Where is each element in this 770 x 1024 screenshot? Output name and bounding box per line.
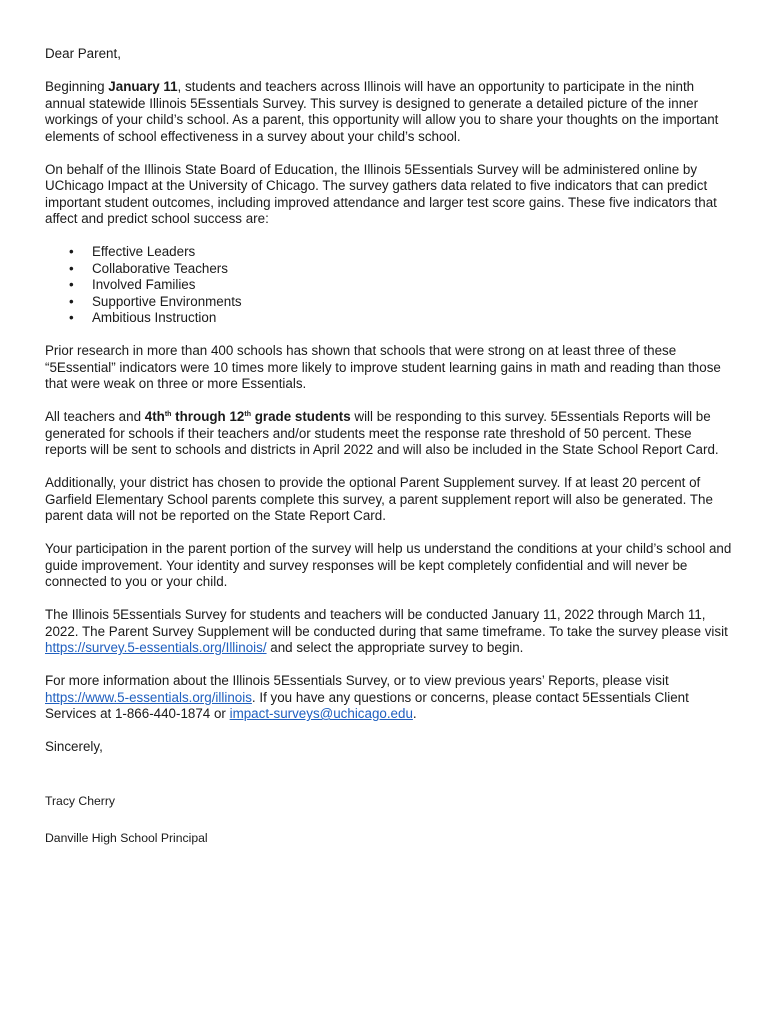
contact-text-post: .: [412, 706, 417, 721]
participants-text-pre: All teachers and: [45, 409, 145, 424]
paragraph-confidentiality: Your participation in the parent portion of the survey will help us understand the conditions at your child’s school and guide improvement. Your identity and survey responses will be kept completely confidential and will never be connected to you or your child.: [45, 541, 732, 589]
paragraph-administration: On behalf of the Illinois State Board of Education, the Illinois 5Essentials Survey will be administered online by UChicago Impact at the University of Chicago. The survey gathers data related to five indicators that can predict important student outcomes, including improved attendance and larger test score gains. These five indicators that affect and predict school success are:: [45, 161, 717, 226]
essentials-list: [45, 244, 735, 327]
paragraph-parent-supplement: Additionally, your district has chosen to provide the optional Parent Supplement survey. If at least 20 percent of Garfield Elementary School parents complete this survey, a parent supplement report will also be generated. The parent data will not be reported on the State Report Card.: [45, 475, 713, 523]
grade-through: through 12: [171, 409, 245, 424]
signature-title: Danville High School Principal: [45, 830, 208, 845]
email-link[interactable]: impact-surveys@uchicago.edu: [229, 706, 413, 721]
grade-4-suffix: th: [164, 411, 172, 418]
participants-text-post: will be responding to this survey. 5Essentials Reports will be generated for schools if their teachers and/or students meet the response rate threshold of 50 percent. These reports will be sent to schools and districts in April 2022 and will also be included in the State School Report Card.: [45, 409, 719, 457]
paragraph-contact: [45, 673, 735, 723]
schedule-text-pre: The Illinois 5Essentials Survey for students and teachers will be conducted January 11, 2022 through March 11, 2022. The Parent Survey Supplement will be conducted during that same timeframe. To take the survey please visit: [45, 607, 728, 639]
signature-name: Tracy Cherry: [45, 793, 115, 808]
grade-12-suffix: th: [244, 411, 251, 418]
letter-body: [45, 46, 735, 846]
contact-text-mid: . If you have any questions or concerns, please contact 5Essentials Client Services at 1-866-440-1874 or: [45, 689, 689, 721]
intro-text-post: , students and teachers across Illinois will have an opportunity to participate in the ninth annual statewide Illinois 5Essentials Survey. This survey is designed to generate a detailed picture of the inner workings of your child’s school. As a parent, this opportunity will allow you to share your thoughts on the important elements of school effectiveness in a survey about your child’s school.: [45, 79, 719, 144]
list-item: • Ambitious Instruction: [92, 310, 735, 327]
intro-date-bold: January 11: [108, 79, 178, 94]
paragraph-research: Prior research in more than 400 schools has shown that schools that were strong on at least three of these “5Essential” indicators were 10 times more likely to improve student learning gains in math and reading than those that were weak on three or more Essentials.: [45, 343, 721, 391]
paragraph-participants: [45, 409, 735, 459]
salutation: Dear Parent,: [45, 46, 121, 61]
list-item: • Supportive Environments: [92, 294, 735, 311]
schedule-text-post: and select the appropriate survey to begin.: [266, 640, 524, 655]
grade-4: 4th: [144, 409, 165, 424]
survey-link[interactable]: https://survey.5-essentials.org/Illinois/: [45, 640, 267, 655]
paragraph-schedule: [45, 607, 735, 657]
list-item: • Collaborative Teachers: [92, 261, 735, 278]
participants-grade-bold: [145, 409, 351, 424]
list-item: • Effective Leaders: [92, 244, 735, 261]
contact-text-pre: For more information about the Illinois 5Essentials Survey, or to view previous years’ Reports, please visit: [45, 673, 669, 688]
illinois-info-link[interactable]: https://www.5-essentials.org/illinois: [45, 689, 252, 705]
list-item: • Involved Families: [92, 277, 735, 294]
grade-students: grade students: [250, 409, 351, 424]
closing: Sincerely,: [45, 739, 103, 754]
paragraph-intro: [45, 79, 735, 145]
intro-text-pre: Beginning: [45, 79, 109, 94]
